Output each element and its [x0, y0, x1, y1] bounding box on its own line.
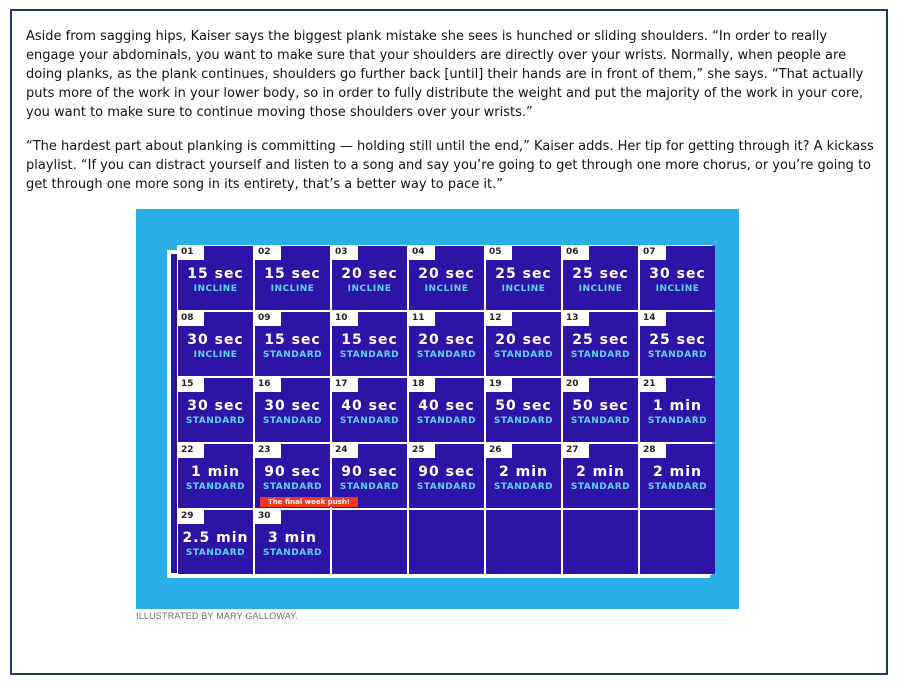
- day-number: 22: [178, 444, 204, 458]
- plank-type: INCLINE: [578, 284, 623, 294]
- plank-type: STANDARD: [185, 548, 246, 558]
- day-number: 17: [332, 378, 358, 392]
- day-number: 26: [486, 444, 512, 458]
- calendar-day-cell: [255, 378, 330, 442]
- plank-duration: 40 sec: [418, 398, 475, 414]
- plank-type: STANDARD: [570, 350, 631, 360]
- plank-type: STANDARD: [647, 350, 708, 360]
- day-number: 09: [255, 312, 281, 326]
- day-number: 12: [486, 312, 512, 326]
- calendar-day-cell: [409, 444, 484, 508]
- plank-duration: 1 min: [191, 464, 240, 480]
- plank-duration: 90 sec: [418, 464, 475, 480]
- plank-type: STANDARD: [416, 416, 477, 426]
- day-number: 08: [178, 312, 204, 326]
- calendar-day-cell: [255, 312, 330, 376]
- plank-duration: 25 sec: [495, 266, 552, 282]
- calendar-day-cell: [640, 312, 715, 376]
- plank-duration: 50 sec: [572, 398, 629, 414]
- plank-type: STANDARD: [185, 482, 246, 492]
- day-number: 05: [486, 246, 512, 260]
- day-number: 06: [563, 246, 589, 260]
- day-number: 10: [332, 312, 358, 326]
- calendar-day-cell: [255, 510, 330, 574]
- calendar-day-cell: [178, 378, 253, 442]
- day-number: 25: [409, 444, 435, 458]
- day-number: 24: [332, 444, 358, 458]
- calendar-day-cell: [563, 444, 638, 508]
- calendar-day-cell: [563, 378, 638, 442]
- day-number: 20: [563, 378, 589, 392]
- plank-duration: 40 sec: [341, 398, 398, 414]
- calendar-empty-cell: [640, 510, 715, 574]
- plank-duration: 50 sec: [495, 398, 552, 414]
- day-number: 03: [332, 246, 358, 260]
- calendar-day-cell: [640, 246, 715, 310]
- calendar-empty-cell: [563, 510, 638, 574]
- day-number: 11: [409, 312, 435, 326]
- plank-duration: 25 sec: [572, 266, 629, 282]
- calendar-day-cell: [409, 378, 484, 442]
- plank-duration: 15 sec: [264, 266, 321, 282]
- day-number: 07: [640, 246, 666, 260]
- plank-type: STANDARD: [262, 350, 323, 360]
- calendar-day-cell: [486, 444, 561, 508]
- plank-duration: 30 sec: [187, 332, 244, 348]
- plank-duration: 30 sec: [187, 398, 244, 414]
- plank-type: STANDARD: [339, 350, 400, 360]
- calendar-day-cell: [332, 312, 407, 376]
- plank-duration: 15 sec: [264, 332, 321, 348]
- day-number: 02: [255, 246, 281, 260]
- calendar-day-cell: [486, 246, 561, 310]
- plank-duration: 30 sec: [649, 266, 706, 282]
- plank-type: STANDARD: [570, 482, 631, 492]
- plank-type: INCLINE: [193, 284, 238, 294]
- day-number: 01: [178, 246, 204, 260]
- plank-duration: 25 sec: [649, 332, 706, 348]
- plank-duration: 20 sec: [418, 266, 475, 282]
- article-paragraph-1: Aside from sagging hips, Kaiser says the biggest plank mistake she sees is hunched or sliding shoulders. “In order to really engage your abdominals, you want to make sure that your shoulders are directly over your wrists. Normally, when people are doing planks, as the plank continues, shoulders go further back [until] their hands are in front of them,” she says. “That actually puts more of the work in your lower body, so in order to fully distribute the weight and put the majority of the work in your core, you want to make sure to continue moving those shoulders over your wrists.”: [26, 29, 864, 120]
- day-number: 15: [178, 378, 204, 392]
- calendar-day-cell: [178, 312, 253, 376]
- plank-type: STANDARD: [647, 482, 708, 492]
- calendar-empty-cell: [486, 510, 561, 574]
- plank-type: STANDARD: [262, 416, 323, 426]
- plank-type: STANDARD: [339, 482, 400, 492]
- day-number: 04: [409, 246, 435, 260]
- final-week-badge: The final week push!: [260, 497, 358, 507]
- plank-duration: 15 sec: [187, 266, 244, 282]
- plank-type: STANDARD: [416, 482, 477, 492]
- plank-duration: 30 sec: [264, 398, 321, 414]
- day-number: 19: [486, 378, 512, 392]
- plank-duration: 15 sec: [341, 332, 398, 348]
- plank-type: INCLINE: [193, 350, 238, 360]
- day-number: 30: [255, 510, 281, 524]
- day-number: 13: [563, 312, 589, 326]
- calendar-day-cell: [486, 312, 561, 376]
- plank-duration: 20 sec: [418, 332, 475, 348]
- plank-type: STANDARD: [339, 416, 400, 426]
- calendar-empty-cell: [332, 510, 407, 574]
- calendar-day-cell: [640, 378, 715, 442]
- image-caption: ILLUSTRATED BY MARY GALLOWAY.: [136, 611, 299, 621]
- plank-duration: 2 min: [576, 464, 625, 480]
- day-number: 18: [409, 378, 435, 392]
- plank-type: INCLINE: [270, 284, 315, 294]
- plank-duration: 20 sec: [341, 266, 398, 282]
- plank-duration: 3 min: [268, 530, 317, 546]
- day-number: 14: [640, 312, 666, 326]
- day-number: 27: [563, 444, 589, 458]
- plank-duration: 2 min: [653, 464, 702, 480]
- article-paragraph-2: “The hardest part about planking is committing — holding still until the end,” Kaiser adds. Her tip for getting through it? A kickass playlist. “If you can distract yourself and listen to a song and say you’re going to get through one more chorus, or you’re going to get through one more song in its entirety, that’s a better way to pace it.”: [26, 139, 874, 192]
- plank-type: STANDARD: [647, 416, 708, 426]
- calendar-day-cell: [178, 444, 253, 508]
- plank-duration: 2.5 min: [182, 530, 249, 546]
- calendar-day-cell: [563, 312, 638, 376]
- calendar-empty-cell: [409, 510, 484, 574]
- plank-type: STANDARD: [570, 416, 631, 426]
- calendar-day-cell: [409, 246, 484, 310]
- plank-type: STANDARD: [262, 482, 323, 492]
- plank-type: INCLINE: [424, 284, 469, 294]
- calendar-day-cell: [332, 246, 407, 310]
- plank-calendar-grid: [177, 245, 712, 575]
- day-number: 23: [255, 444, 281, 458]
- plank-duration: 90 sec: [341, 464, 398, 480]
- plank-challenge-illustration: [136, 209, 739, 609]
- calendar-day-cell: [409, 312, 484, 376]
- calendar-day-cell: [178, 510, 253, 574]
- calendar-day-cell: [332, 378, 407, 442]
- plank-type: STANDARD: [416, 350, 477, 360]
- plank-type: INCLINE: [347, 284, 392, 294]
- calendar-day-cell: [255, 246, 330, 310]
- plank-duration: 25 sec: [572, 332, 629, 348]
- plank-type: STANDARD: [493, 482, 554, 492]
- plank-type: STANDARD: [493, 416, 554, 426]
- plank-type: INCLINE: [501, 284, 546, 294]
- plank-type: STANDARD: [185, 416, 246, 426]
- plank-duration: 90 sec: [264, 464, 321, 480]
- day-number: 28: [640, 444, 666, 458]
- plank-type: STANDARD: [262, 548, 323, 558]
- plank-duration: 20 sec: [495, 332, 552, 348]
- plank-duration: 2 min: [499, 464, 548, 480]
- calendar-day-cell: [563, 246, 638, 310]
- calendar-day-cell: [640, 444, 715, 508]
- plank-duration: 1 min: [653, 398, 702, 414]
- day-number: 16: [255, 378, 281, 392]
- calendar-day-cell: [178, 246, 253, 310]
- day-number: 29: [178, 510, 204, 524]
- calendar-day-cell: [486, 378, 561, 442]
- day-number: 21: [640, 378, 666, 392]
- plank-type: INCLINE: [655, 284, 700, 294]
- plank-type: STANDARD: [493, 350, 554, 360]
